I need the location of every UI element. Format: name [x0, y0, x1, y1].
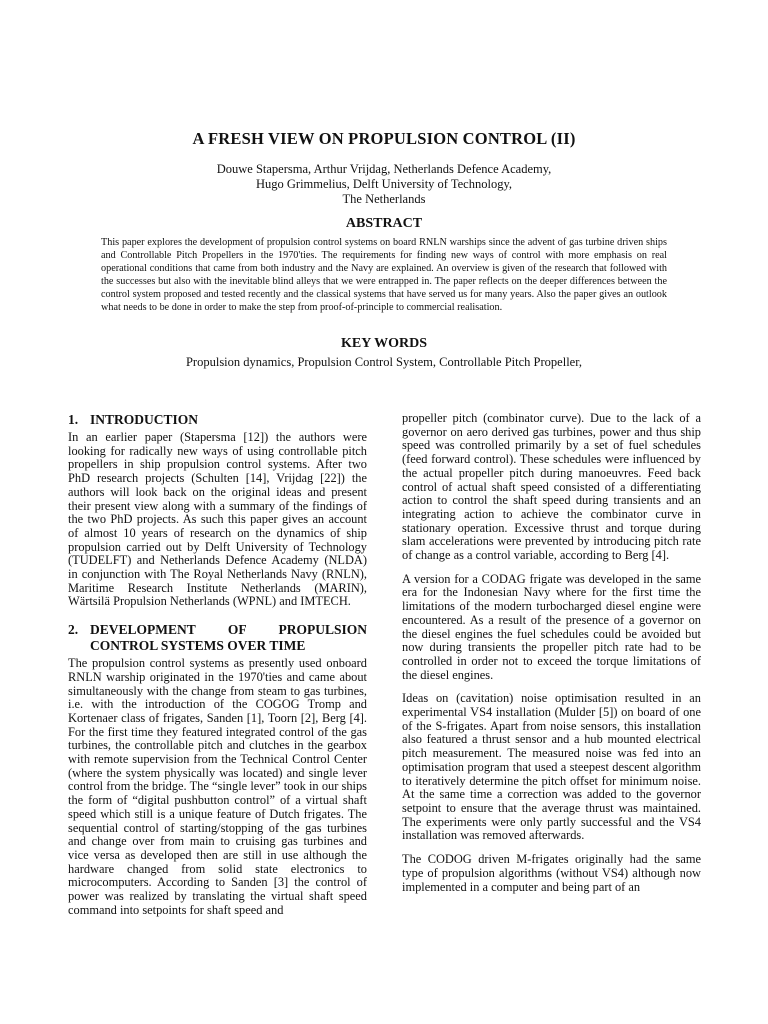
- section-number: 2.: [68, 622, 79, 638]
- keywords-heading: KEY WORDS: [341, 336, 427, 351]
- paragraph: The propulsion control systems as presently used onboard RNLN warship originated in the 1970'ties and came about simultaneously with the change from steam to gas turbines, i.e. with the introduction of the COGOG Tromp and Kortenaer class of frigates, Sanden [1], Toorn [2], Berg [4]. For the first time they featured integrated control of the gas turbines, the controllable pitch and clutches in the gearbox with remote supervision from the Technical Control Center (where the system physically was located) and single lever control from the bridge. The “single lever” took in our ships the form of “digital pushbutton control” of a virtual shaft speed which still is a unique feature of Dutch frigates. The sequential control of starting/stopping of the gas turbines and change over from main to cruising gas turbines and vice versa as developed then are still in use although the hardware changed from solid state electronics to microcomputers. According to Sanden [3] the control of power was realized by translating the virtual shaft speed command into setpoints for shaft speed and: [68, 656, 367, 917]
- paper-title: A FRESH VIEW ON PROPULSION CONTROL (II): [192, 129, 576, 148]
- author-line: The Netherlands: [342, 192, 426, 206]
- section-title: DEVELOPMENT OF PROPULSION CONTROL SYSTEMS OVER TIME: [90, 622, 367, 654]
- paragraph: A version for a CODAG frigate was developed in the same era for the Indonesian Navy where for the first time the limitations of the modern turbocharged diesel engine were encountered. As a result of the presence of a governor on the diesel engines the fuel schedules could be avoided but now during transients the propeller pitch rate had to be controlled in order not to exceed the torque limitations of the diesel engines.: [402, 571, 701, 682]
- paragraph: propeller pitch (combinator curve). Due to the lack of a governor on aero derived gas turbines, power and thus ship speed was controlled primarily by a set of fuel schedules (feed forward control). These schedules were influenced by the actual propeller pitch during manoeuvres. Feed back control of actual shaft speed consisted of a differentiating action to control the shaft speed during transients and an integrating action to achieve the combinator curve in stationary operation. Excessive thrust and torque during slam accelerations were prevented by introducing pitch rate of change as a control variable, according to Berg [4].: [402, 411, 701, 563]
- section-number: 1.: [68, 412, 79, 427]
- abstract-heading: ABSTRACT: [345, 216, 423, 231]
- section-heading-development: [68, 622, 367, 654]
- author-line: Hugo Grimmelius, Delft University of Technology,: [255, 177, 513, 191]
- paragraph: In an earlier paper (Stapersma [12]) the authors were looking for radically new ways of using controllable pitch propellers in ship propulsion control systems. After two PhD research projects (Schulten [14], Vrijdag [22]) the authors will look back on the original ideas and present their present view along with a summary of the findings of the two PhD projects. As such this paper gives an account of almost 10 years of research on the dynamics of ship propulsion carried out by Delft University of Technology (TUDELFT) and Netherlands Defence Academy (NLDA) in conjunction with The Royal Netherlands Navy (RNLN), Maritime Research Institute Netherlands (MARIN), Wärtsilä Propulsion Netherlands (WPNL) and IMTECH.: [68, 430, 367, 609]
- author-block: [0, 162, 768, 207]
- paragraph: The CODOG driven M-frigates originally had the same type of propulsion algorithms (without VS4) although now implemented in a computer and being part of an: [402, 852, 701, 894]
- paragraph: Ideas on (cavitation) noise optimisation resulted in an experimental VS4 installation (Mulder [5]) on board of one of the S-frigates. Apart from noise sensors, this installation also featured a thrust sensor and a hub mounted electrical pitch measurement. The measured noise was fed into an optimisation program that used a steepest descent algorithm to iteratively determine the pitch offset for minimum noise. At the same time a correction was added to the governor setpoint to ensure that the average thrust was maintained. The experiments were only partly successful and the VS4 installation was removed afterwards.: [402, 691, 701, 843]
- abstract-text: This paper explores the development of propulsion control systems on board RNLN warships since the advent of gas turbine driven ships and Controllable Pitch Propellers in the 1970'ties. The requirements for finding new ways of control with more emphasis on real operational conditions that came from both industry and the Navy are explained. An overview is given of the research that followed with the successes but also with the inevitable blind alleys that we were entrapped in. The paper reflects on the deeper differences between the control system proposed and tested recently and the classical systems that have served us for many years. Also the paper gives an outlook what needs to be done in order to make the step from proof-of-principle to commercial realisation.: [101, 237, 667, 313]
- right-column: [402, 412, 701, 894]
- author-line: Douwe Stapersma, Arthur Vrijdag, Netherlands Defence Academy,: [216, 162, 552, 176]
- section-heading-introduction: [68, 412, 367, 428]
- keywords-text: Propulsion dynamics, Propulsion Control System, Controllable Pitch Propeller,: [185, 355, 582, 369]
- left-column: [68, 412, 367, 918]
- section-title: INTRODUCTION: [90, 412, 199, 427]
